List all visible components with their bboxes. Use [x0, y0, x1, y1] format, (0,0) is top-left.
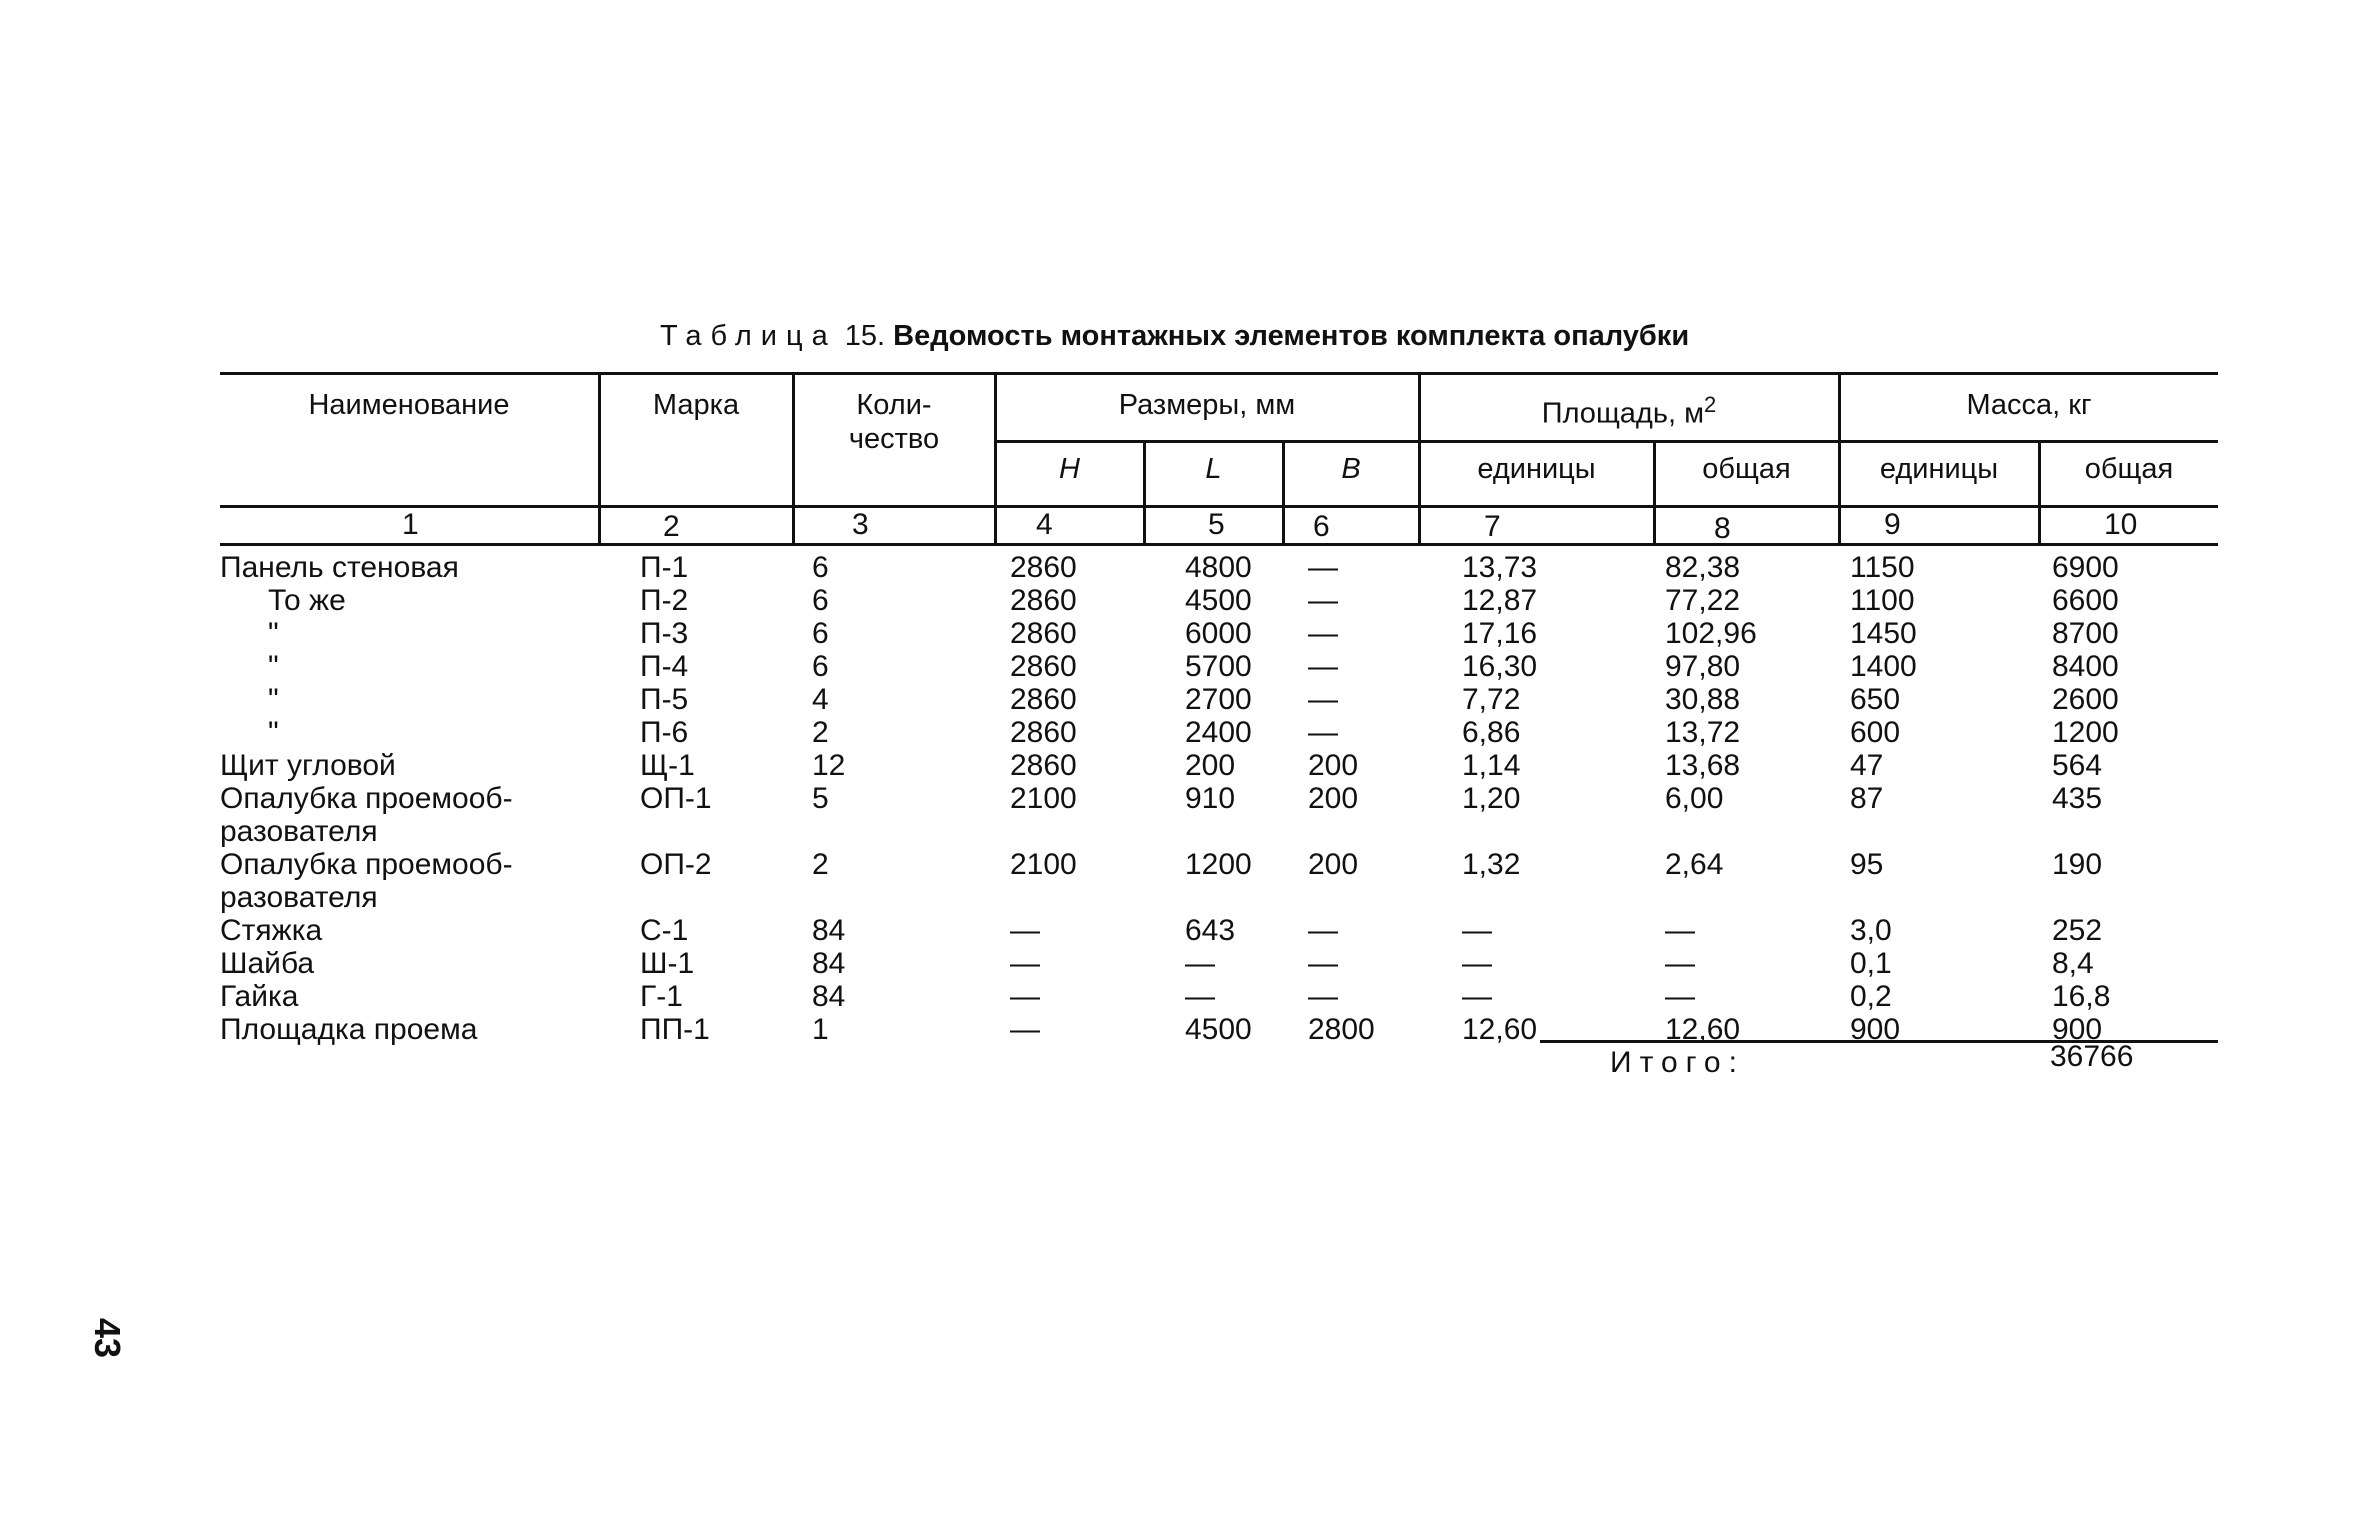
- cell-h: 2860: [1010, 650, 1077, 683]
- cell-mt: 6600: [2052, 584, 2119, 617]
- table-caption: [660, 320, 1689, 353]
- cell-m1: 900: [1850, 1013, 1901, 1046]
- cell-mt: 16,8: [2052, 980, 2111, 1013]
- cell-h: 2860: [1010, 617, 1077, 650]
- cell-m1: 1400: [1850, 650, 1917, 683]
- col-number: 3: [852, 508, 869, 541]
- cell-b: —: [1308, 716, 1338, 749]
- cell-qty: 6: [812, 617, 829, 650]
- cell-l: 4500: [1185, 1013, 1252, 1046]
- cell-m1: 1450: [1850, 617, 1917, 650]
- col-number: 2: [663, 510, 680, 543]
- cell-at: 77,22: [1665, 584, 1741, 617]
- cell-a1: —: [1462, 947, 1492, 980]
- cell-qty: 12: [812, 749, 846, 782]
- col-number: 10: [2104, 508, 2138, 541]
- row-name: Гайка: [220, 980, 299, 1013]
- cell-a1: 1,14: [1462, 749, 1521, 782]
- col-number: 4: [1036, 508, 1053, 541]
- header-area-total: общая: [1702, 453, 1791, 485]
- cell-mark: ОП-1: [640, 782, 712, 815]
- cell-b: 200: [1308, 749, 1359, 782]
- row-name: Опалубка проемооб-: [220, 782, 513, 815]
- cell-l: 200: [1185, 749, 1236, 782]
- cell-a1: —: [1462, 914, 1492, 947]
- header-dim-b: B: [1341, 453, 1361, 485]
- cell-at: 13,72: [1665, 716, 1741, 749]
- col-number: 1: [402, 508, 419, 541]
- cell-l: 643: [1185, 914, 1236, 947]
- cell-qty: 84: [812, 914, 846, 947]
- cell-l: 6000: [1185, 617, 1252, 650]
- cell-h: 2860: [1010, 551, 1077, 584]
- cell-mark: Ш-1: [640, 947, 695, 980]
- cell-b: —: [1308, 650, 1338, 683]
- cell-l: 5700: [1185, 650, 1252, 683]
- cell-at: 82,38: [1665, 551, 1741, 584]
- cell-mark: ПП-1: [640, 1013, 710, 1046]
- cell-mark: Г-1: [640, 980, 683, 1013]
- cell-h: —: [1010, 947, 1040, 980]
- cell-b: —: [1308, 980, 1338, 1013]
- cell-h: —: [1010, 914, 1040, 947]
- cell-b: 200: [1308, 848, 1359, 881]
- cell-at: 2,64: [1665, 848, 1724, 881]
- cell-b: 200: [1308, 782, 1359, 815]
- col-number: 9: [1884, 508, 1901, 541]
- header-dimensions: Размеры, мм: [1118, 389, 1296, 421]
- cell-h: —: [1010, 980, 1040, 1013]
- cell-at: —: [1665, 947, 1695, 980]
- cell-l: —: [1185, 947, 1215, 980]
- header-area-label: Площадь, м: [1541, 397, 1705, 430]
- cell-qty: 84: [812, 947, 846, 980]
- caption-number: 15.: [844, 320, 886, 352]
- cell-m1: 95: [1850, 848, 1884, 881]
- row-name-cont: разователя: [220, 881, 378, 914]
- cell-h: 2860: [1010, 683, 1077, 716]
- cell-b: —: [1308, 947, 1338, 980]
- cell-qty: 2: [812, 848, 829, 881]
- cell-mark: П-1: [640, 551, 689, 584]
- cell-a1: 12,87: [1462, 584, 1538, 617]
- total-label: Итого:: [1610, 1046, 1745, 1079]
- cell-m1: 0,1: [1850, 947, 1892, 980]
- col-number: 7: [1484, 510, 1501, 543]
- header-dim-l: L: [1205, 453, 1222, 485]
- cell-m1: 600: [1850, 716, 1901, 749]
- row-name: ": [268, 617, 279, 650]
- cell-mt: 435: [2052, 782, 2103, 815]
- cell-b: —: [1308, 683, 1338, 716]
- cell-qty: 2: [812, 716, 829, 749]
- cell-h: 2860: [1010, 716, 1077, 749]
- cell-l: 1200: [1185, 848, 1252, 881]
- caption-title: Ведомость монтажных элементов комплекта опалубки: [893, 320, 1690, 352]
- cell-mt: 1200: [2052, 716, 2119, 749]
- header-area-sup: 2: [1704, 392, 1717, 417]
- cell-h: 2860: [1010, 584, 1077, 617]
- cell-a1: 1,20: [1462, 782, 1521, 815]
- cell-at: 102,96: [1665, 617, 1757, 650]
- header-mass-total: общая: [2084, 453, 2174, 485]
- cell-b: —: [1308, 584, 1338, 617]
- cell-l: 910: [1185, 782, 1236, 815]
- cell-l: 4500: [1185, 584, 1252, 617]
- cell-qty: 5: [812, 782, 829, 815]
- cell-l: 2400: [1185, 716, 1252, 749]
- row-name: ": [268, 683, 279, 716]
- cell-h: 2860: [1010, 749, 1077, 782]
- col-number: 5: [1208, 508, 1225, 541]
- cell-mt: 900: [2052, 1013, 2103, 1046]
- cell-at: 30,88: [1665, 683, 1741, 716]
- cell-l: 2700: [1185, 683, 1252, 716]
- cell-a1: 12,60: [1462, 1013, 1538, 1046]
- row-name-cont: разователя: [220, 815, 378, 848]
- cell-qty: 6: [812, 584, 829, 617]
- cell-a1: 7,72: [1462, 683, 1521, 716]
- cell-m1: 650: [1850, 683, 1901, 716]
- cell-h: —: [1010, 1013, 1040, 1046]
- header-mark: Марка: [652, 389, 740, 421]
- cell-b: 2800: [1308, 1013, 1375, 1046]
- cell-m1: 87: [1850, 782, 1884, 815]
- cell-m1: 1100: [1850, 584, 1915, 617]
- row-name: То же: [268, 584, 346, 617]
- header-name: Наименование: [308, 389, 510, 421]
- row-name: ": [268, 650, 279, 683]
- cell-a1: 13,73: [1462, 551, 1538, 584]
- row-name: Опалубка проемооб-: [220, 848, 513, 881]
- cell-qty: 6: [812, 650, 829, 683]
- row-name: Шайба: [220, 947, 315, 980]
- cell-a1: 1,32: [1462, 848, 1521, 881]
- cell-at: 13,68: [1665, 749, 1741, 782]
- col-number: 6: [1313, 510, 1330, 543]
- cell-mark: ОП-2: [640, 848, 712, 881]
- cell-mark: Щ-1: [640, 749, 695, 782]
- cell-at: 97,80: [1665, 650, 1741, 683]
- cell-b: —: [1308, 617, 1338, 650]
- cell-h: 2100: [1010, 848, 1077, 881]
- cell-mark: П-2: [640, 584, 689, 617]
- cell-b: —: [1308, 551, 1338, 584]
- header-qty-line2: чество: [848, 423, 940, 455]
- row-name: Стяжка: [220, 914, 323, 947]
- row-name: Щит угловой: [220, 749, 396, 782]
- cell-m1: 1150: [1850, 551, 1915, 584]
- cell-mark: С-1: [640, 914, 689, 947]
- page-number: 43: [87, 1318, 128, 1359]
- caption-prefix: Таблица: [660, 320, 837, 352]
- row-name: Площадка проема: [220, 1013, 478, 1046]
- row-name: Панель стеновая: [220, 551, 459, 584]
- cell-mark: П-3: [640, 617, 689, 650]
- total-value: 36766: [2050, 1040, 2134, 1073]
- cell-at: 6,00: [1665, 782, 1724, 815]
- header-mass-unit: единицы: [1879, 453, 1999, 485]
- cell-qty: 4: [812, 683, 829, 716]
- cell-mark: П-4: [640, 650, 689, 683]
- cell-a1: —: [1462, 980, 1492, 1013]
- cell-mt: 190: [2052, 848, 2103, 881]
- cell-h: 2100: [1010, 782, 1077, 815]
- col-number: 8: [1714, 512, 1731, 545]
- cell-mt: 8,4: [2052, 947, 2094, 980]
- cell-a1: 16,30: [1462, 650, 1538, 683]
- header-area-unit: единицы: [1477, 453, 1596, 485]
- cell-at: 12,60: [1665, 1013, 1741, 1046]
- cell-a1: 6,86: [1462, 716, 1521, 749]
- cell-mt: 8700: [2052, 617, 2119, 650]
- cell-qty: 6: [812, 551, 829, 584]
- cell-at: —: [1665, 914, 1695, 947]
- cell-mark: П-6: [640, 716, 689, 749]
- row-name: ": [268, 716, 279, 749]
- cell-qty: 84: [812, 980, 846, 1013]
- cell-qty: 1: [812, 1013, 829, 1046]
- header-mass: Масса, кг: [1966, 389, 2092, 421]
- header-area: [1420, 388, 1838, 431]
- cell-l: —: [1185, 980, 1215, 1013]
- cell-m1: 0,2: [1850, 980, 1892, 1013]
- cell-a1: 17,16: [1462, 617, 1538, 650]
- cell-mark: П-5: [640, 683, 689, 716]
- header-qty-line1: Коли-: [856, 389, 932, 421]
- cell-m1: 47: [1850, 749, 1884, 782]
- header-dim-h: H: [1059, 453, 1080, 485]
- cell-l: 4800: [1185, 551, 1252, 584]
- cell-m1: 3,0: [1850, 914, 1892, 947]
- cell-b: —: [1308, 914, 1338, 947]
- cell-mt: 8400: [2052, 650, 2119, 683]
- cell-at: —: [1665, 980, 1695, 1013]
- cell-mt: 6900: [2052, 551, 2119, 584]
- cell-mt: 2600: [2052, 683, 2119, 716]
- cell-mt: 564: [2052, 749, 2103, 782]
- cell-mt: 252: [2052, 914, 2103, 947]
